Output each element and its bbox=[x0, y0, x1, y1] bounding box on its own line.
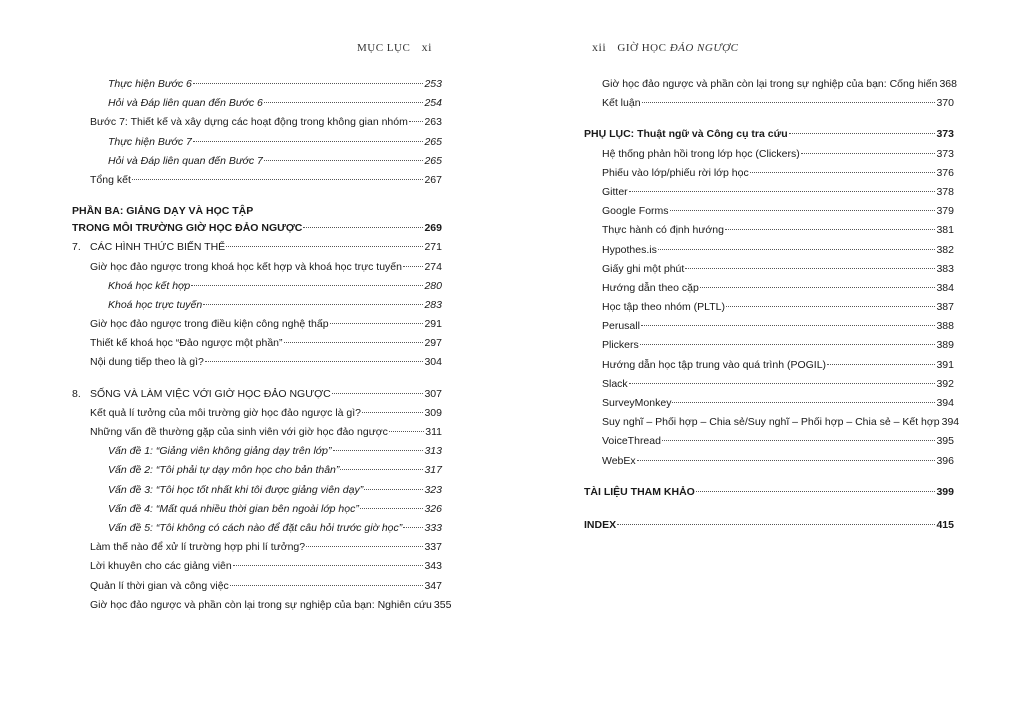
right-toc bbox=[584, 78, 960, 538]
toc-entry[interactable]: Hỏi và Đáp liên quan đến Bước 7 265 bbox=[108, 154, 442, 167]
toc-entry[interactable]: Nội dung tiếp theo là gì? 304 bbox=[90, 356, 442, 369]
part-heading-line1: PHẦN BA: GIẢNG DẠY VÀ HỌC TẬP bbox=[72, 205, 254, 218]
toc-entry[interactable]: Phiếu vào lớp/phiếu rời lớp học 376 bbox=[602, 166, 954, 179]
toc-entry[interactable]: Hướng dẫn theo cặp 384 bbox=[602, 281, 954, 294]
toc-entry[interactable]: Học tập theo nhóm (PLTL) 387 bbox=[602, 301, 954, 314]
toc-entry[interactable]: SurveyMonkey 394 bbox=[602, 397, 954, 409]
right-header-page-number: xii bbox=[592, 40, 607, 54]
toc-entry[interactable]: Thực hiện Bước 6 253 bbox=[108, 78, 442, 90]
toc-entry[interactable]: Giờ học đảo ngược và phần còn lại trong sự nghiệp của bạn: Cống hiến 368 bbox=[602, 78, 957, 90]
toc-entry[interactable]: Suy nghĩ – Phối hợp – Chia sẻ/Suy nghĩ – Phối hợp – Chia sẻ – Kết hợp 394 bbox=[602, 416, 960, 429]
toc-entry[interactable]: Vấn đề 3: “Tôi học tốt nhất khi tôi được giảng viên dạy” 323 bbox=[108, 483, 442, 496]
toc-entry[interactable]: VoiceThread 395 bbox=[602, 435, 954, 448]
left-header-title: MỤC LỤC bbox=[357, 42, 411, 54]
toc-entry[interactable]: Giấy ghi một phút 383 bbox=[602, 262, 954, 275]
index-heading[interactable]: INDEX 415 bbox=[584, 518, 954, 531]
toc-entry[interactable]: Vấn đề 1: “Giảng viên không giảng dạy trên lớp” 313 bbox=[108, 445, 442, 458]
toc-entry[interactable]: Giờ học đảo ngược và phần còn lại trong sự nghiệp của bạn: Nghiên cứu 355 bbox=[90, 598, 452, 611]
toc-entry[interactable]: Google Forms 379 bbox=[602, 205, 954, 218]
toc-entry[interactable]: Giờ học đảo ngược trong điều kiện công nghệ thấp 291 bbox=[90, 318, 442, 331]
toc-entry[interactable]: Tổng kết 267 bbox=[90, 173, 442, 186]
toc-entry[interactable]: Bước 7: Thiết kế và xây dựng các hoạt động trong không gian nhóm 263 bbox=[90, 116, 442, 129]
toc-entry[interactable]: Gitter 378 bbox=[602, 185, 954, 198]
toc-entry[interactable]: WebEx 396 bbox=[602, 454, 954, 467]
toc-entry[interactable]: Perusall 388 bbox=[602, 320, 954, 333]
toc-entry[interactable]: Thực hiện Bước 7 265 bbox=[108, 135, 442, 148]
right-header-title-part1: GIỜ HỌC bbox=[617, 42, 667, 54]
left-page-header bbox=[357, 40, 440, 55]
references-heading[interactable]: TÀI LIỆU THAM KHẢO 399 bbox=[584, 485, 954, 498]
toc-entry[interactable]: Vấn đề 4: “Mất quá nhiều thời gian bên ngoài lớp học” 326 bbox=[108, 502, 442, 515]
left-toc bbox=[72, 78, 452, 618]
toc-entry[interactable]: Hướng dẫn học tập trung vào quá trình (POGIL) 391 bbox=[602, 358, 954, 371]
left-header-page-number: xi bbox=[421, 40, 432, 54]
toc-entry[interactable]: Lời khuyên cho các giảng viên 343 bbox=[90, 560, 442, 573]
toc-entry[interactable]: Hệ thống phản hồi trong lớp học (Clickers) 373 bbox=[602, 147, 954, 160]
toc-entry[interactable]: Plickers 389 bbox=[602, 339, 954, 352]
toc-entry[interactable]: Kết quả lí tưởng của môi trường giờ học đảo ngược là gì? 309 bbox=[90, 406, 442, 419]
toc-entry[interactable]: Quản lí thời gian và công việc 347 bbox=[90, 579, 442, 592]
toc-entry[interactable]: Những vấn đề thường gặp của sinh viên với giờ học đảo ngược 311 bbox=[90, 426, 442, 438]
right-header-title-part2: ĐẢO NGƯỢC bbox=[669, 42, 739, 54]
chapter-8-entry[interactable]: 8. SỐNG VÀ LÀM VIỆC VỚI GIỜ HỌC ĐẢO NGƯỢC 307 bbox=[72, 387, 442, 400]
toc-entry[interactable]: Slack 392 bbox=[602, 377, 954, 390]
chapter-7-entry[interactable]: 7. CÁC HÌNH THỨC BIẾN THỂ 271 bbox=[72, 241, 442, 254]
toc-entry[interactable]: Thực hành có định hướng 381 bbox=[602, 224, 954, 237]
toc-entry[interactable]: Thiết kế khoá học “Đảo ngược một phần” 297 bbox=[90, 337, 442, 350]
right-page-header bbox=[584, 40, 738, 55]
toc-entry[interactable]: Khoá học trực tuyến 283 bbox=[108, 298, 442, 311]
appendix-heading[interactable]: PHỤ LỤC: Thuật ngữ và Công cụ tra cứu 373 bbox=[584, 128, 954, 141]
toc-entry[interactable]: Làm thế nào để xử lí trường hợp phi lí tưởng? 337 bbox=[90, 541, 442, 554]
toc-entry[interactable]: Vấn đề 5: “Tôi không có cách nào để đặt câu hỏi trước giờ học” 333 bbox=[108, 521, 442, 534]
toc-entry[interactable]: Kết luận 370 bbox=[602, 97, 954, 110]
toc-entry[interactable]: Hỏi và Đáp liên quan đến Bước 6 254 bbox=[108, 97, 442, 110]
toc-entry[interactable]: Khoá học kết hợp 280 bbox=[108, 279, 442, 292]
toc-entry[interactable]: Vấn đề 2: “Tôi phải tự dạy môn học cho bản thân” 317 bbox=[108, 464, 442, 477]
part-heading-line2[interactable]: TRONG MÔI TRƯỜNG GIỜ HỌC ĐẢO NGƯỢC 269 bbox=[72, 222, 442, 235]
toc-entry[interactable]: Hypothes.is 382 bbox=[602, 243, 954, 256]
toc-entry[interactable]: Giờ học đảo ngược trong khoá học kết hợp và khoá học trực tuyến 274 bbox=[90, 260, 442, 273]
